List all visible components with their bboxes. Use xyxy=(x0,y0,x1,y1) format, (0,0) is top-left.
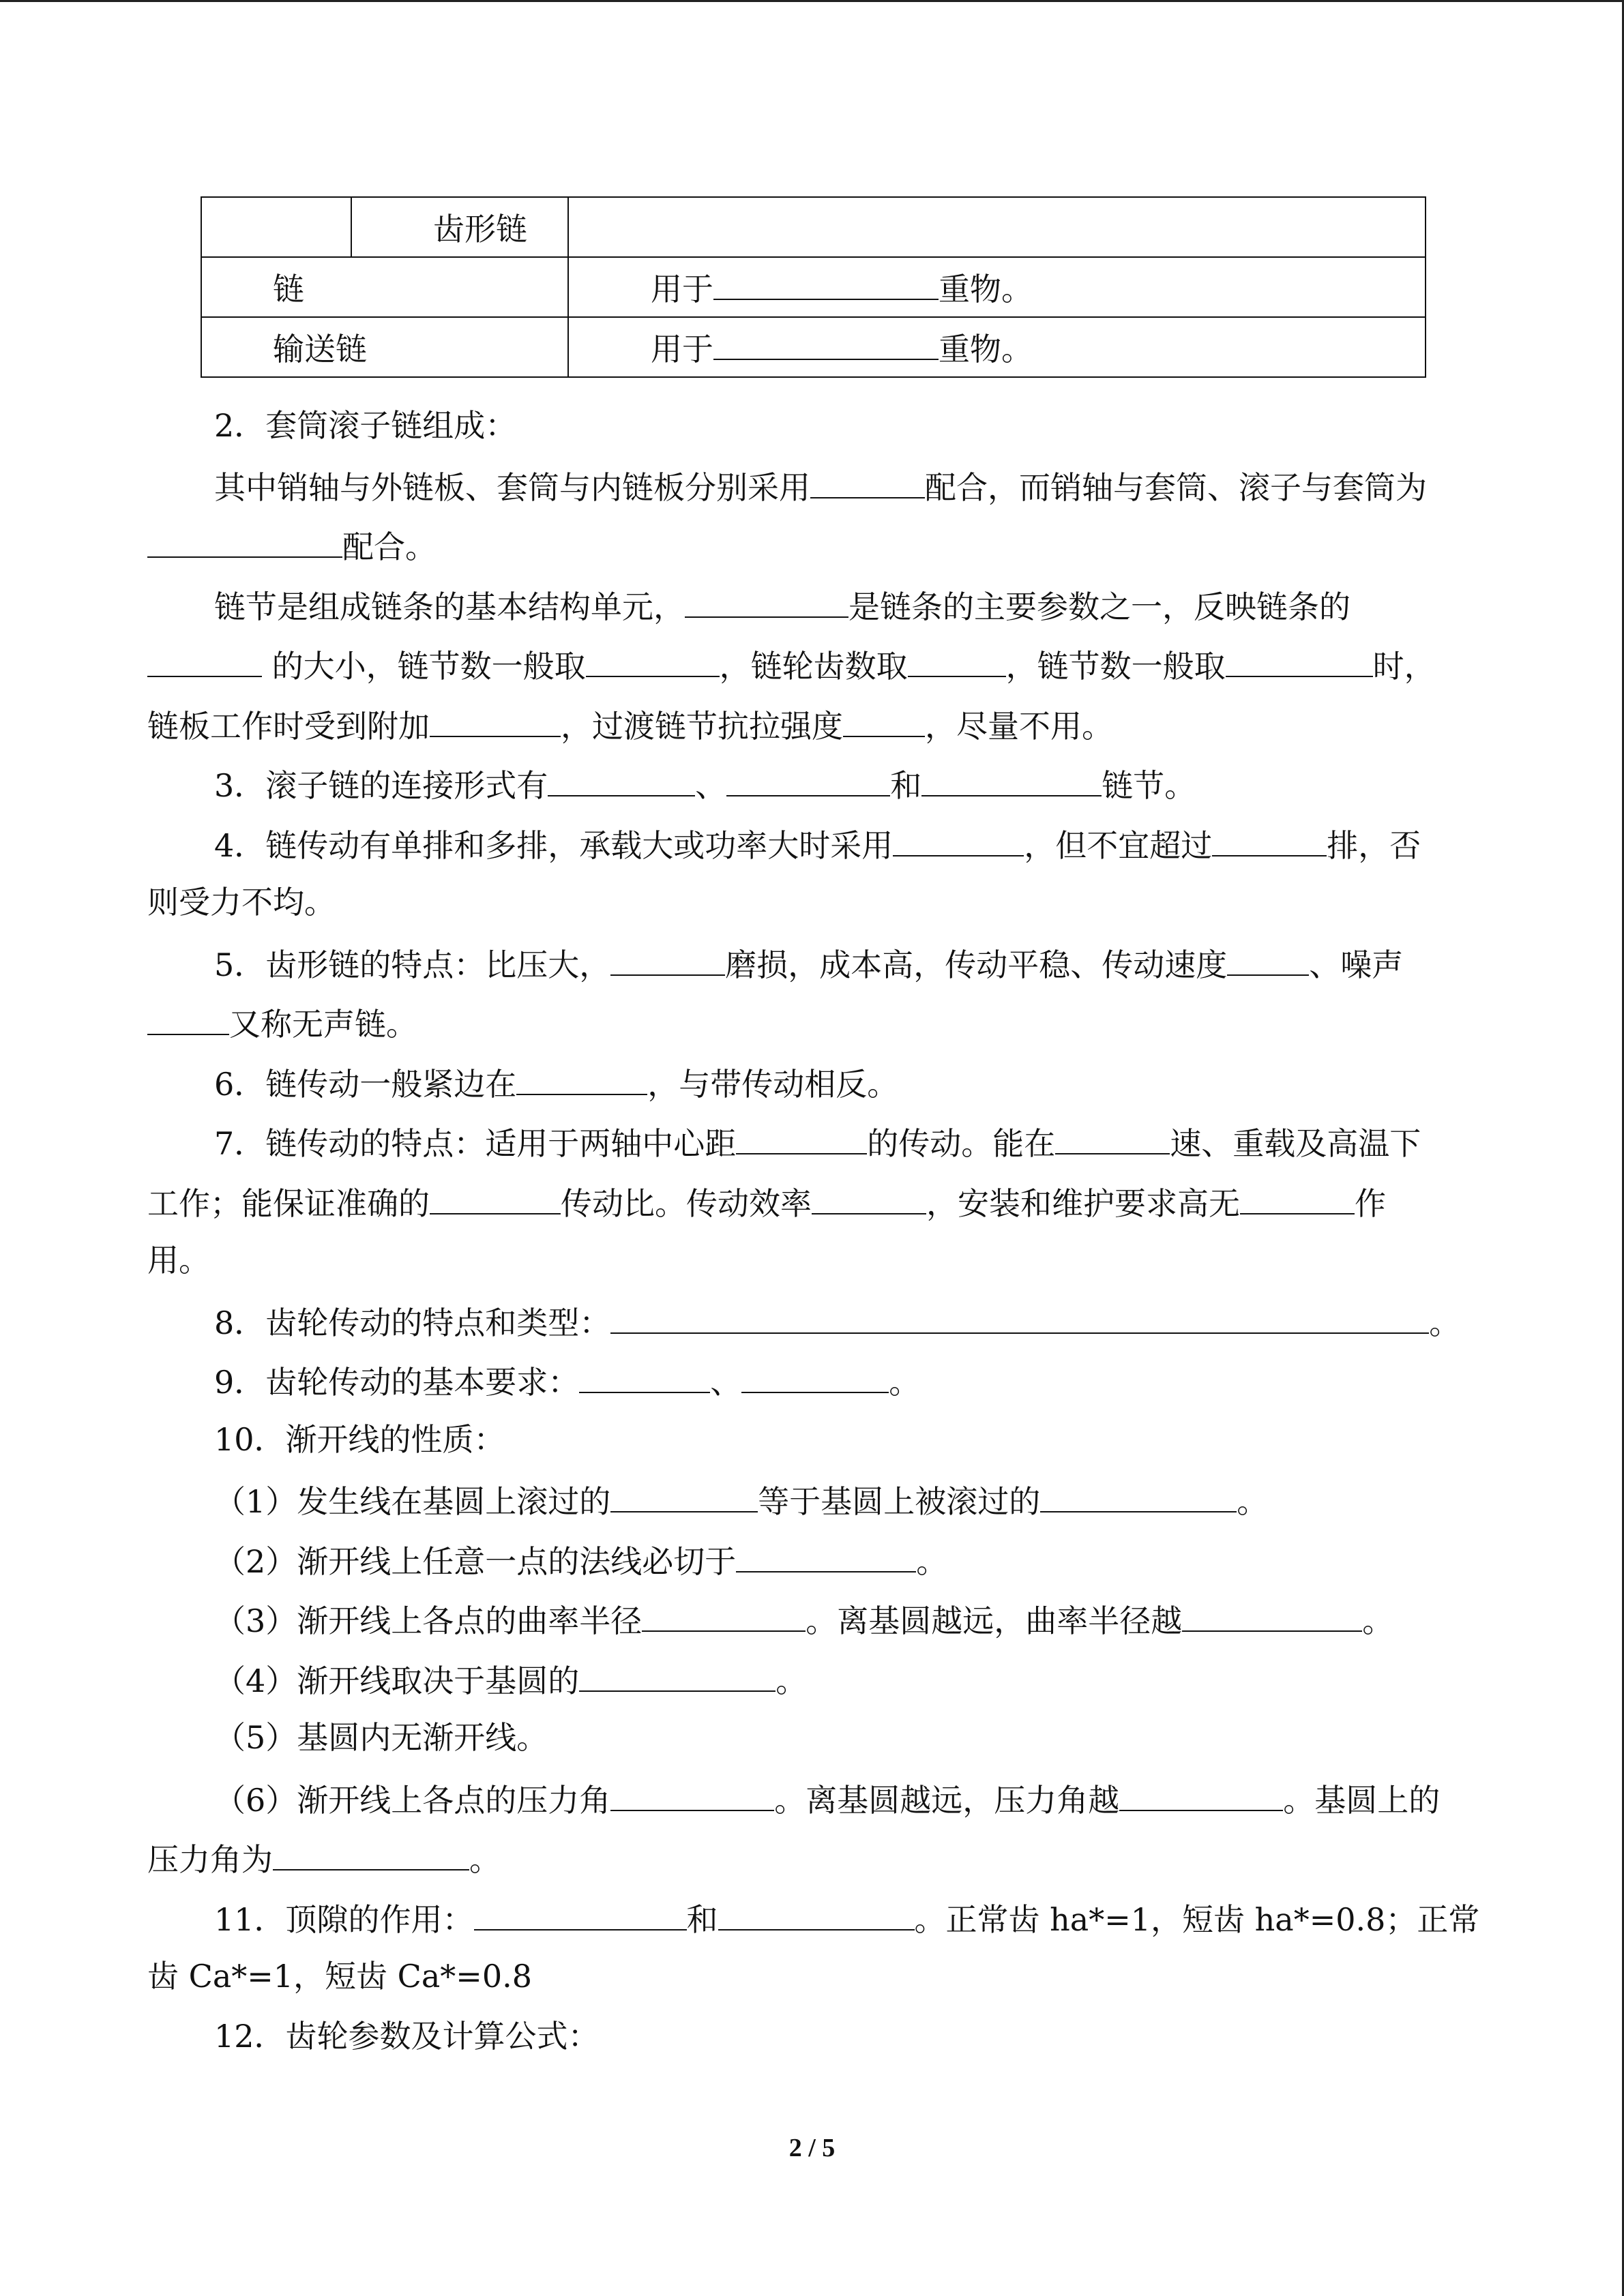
text-segment: （2）渐开线上任意一点的法线必切于 xyxy=(214,1543,737,1580)
text-segment: 重物。 xyxy=(939,271,1033,308)
text-segment: 。正常齿 ha*=1，短齿 ha*=0.8；正常 xyxy=(914,1901,1480,1938)
question-11-line: 齿 Ca*=1，短齿 Ca*=0.8 xyxy=(147,1958,532,1995)
text-segment: ，但不宜超过 xyxy=(1024,827,1213,864)
question-2-line xyxy=(147,584,1544,627)
text-segment: 。 xyxy=(889,1364,921,1401)
answer-blank xyxy=(1040,1478,1237,1512)
text-segment: 。 xyxy=(469,1841,501,1878)
question-11 xyxy=(147,1896,1544,1940)
question-10-item xyxy=(147,1538,1544,1582)
table-row xyxy=(201,257,1426,317)
question-10-item: （5）基圆内无渐开线。 xyxy=(214,1719,548,1756)
table-row xyxy=(201,317,1426,377)
question-10-title: 10．渐开线的性质： xyxy=(214,1421,505,1458)
answer-blank xyxy=(642,1598,806,1632)
question-10-item xyxy=(147,1598,1544,1641)
table-cell-usage xyxy=(568,197,1426,257)
answer-blank xyxy=(921,762,1102,796)
question-10-item xyxy=(147,1836,1477,1880)
question-7-line: 用。 xyxy=(147,1242,210,1279)
answer-blank xyxy=(516,1061,647,1095)
question-7 xyxy=(147,1120,1544,1164)
answer-blank xyxy=(610,1478,758,1512)
text-segment: 、 xyxy=(695,767,727,804)
answer-blank xyxy=(548,762,695,796)
page-top-border xyxy=(0,0,1624,2)
answer-blank xyxy=(810,464,925,498)
text-segment: 时， xyxy=(1372,648,1436,685)
text-segment: 9．齿轮传动的基本要求： xyxy=(214,1364,580,1401)
text-segment: 。 xyxy=(776,1663,808,1699)
text-segment: （1）发生线在基圆上滚过的 xyxy=(214,1483,611,1520)
answer-blank xyxy=(430,703,561,737)
question-5 xyxy=(147,942,1544,985)
text-segment: 重物。 xyxy=(939,331,1033,368)
text-segment: 磨损，成本高，传动平稳、传动速度 xyxy=(725,946,1228,983)
question-2-line xyxy=(147,643,1477,687)
question-6 xyxy=(147,1061,1544,1105)
answer-blank xyxy=(147,643,262,677)
answer-blank xyxy=(1055,1120,1170,1154)
answer-blank xyxy=(908,643,1006,677)
question-3 xyxy=(147,762,1544,806)
table-row xyxy=(201,197,1426,257)
answer-blank xyxy=(843,703,925,737)
text-segment: 、噪声 xyxy=(1309,946,1404,983)
text-segment: 3．滚子链的连接形式有 xyxy=(214,767,548,804)
answer-blank xyxy=(726,762,890,796)
text-segment: 作 xyxy=(1355,1185,1386,1222)
question-2-line xyxy=(147,464,1544,508)
text-segment: 速、重载及高温下 xyxy=(1170,1125,1421,1162)
text-segment: 。 xyxy=(1362,1602,1394,1639)
question-10-item xyxy=(147,1777,1544,1821)
answer-blank xyxy=(736,1538,916,1572)
text-segment: 配合，而销轴与套筒、滚子与套筒为 xyxy=(925,469,1427,506)
answer-blank xyxy=(718,1896,915,1930)
text-segment: 8．齿轮传动的特点和类型： xyxy=(214,1304,611,1341)
question-2-title: 2．套筒滚子链组成： xyxy=(214,407,517,444)
text-segment: 。 xyxy=(1429,1304,1461,1341)
text-segment: 的传动。能在 xyxy=(867,1125,1056,1162)
answer-blank xyxy=(579,1359,710,1393)
table-cell-chain-name: 链 xyxy=(201,257,568,317)
answer-blank xyxy=(1226,643,1373,677)
text-segment: 压力角为 xyxy=(147,1841,273,1878)
page-number: 2 / 5 xyxy=(788,2134,836,2162)
answer-blank xyxy=(685,584,848,618)
answer-blank xyxy=(1227,942,1309,976)
answer-blank xyxy=(474,1896,687,1930)
answer-blank xyxy=(147,1001,229,1035)
question-10-item xyxy=(147,1478,1544,1522)
text-segment: 工作；能保证准确的 xyxy=(147,1185,430,1222)
text-segment: ，尽量不用。 xyxy=(925,708,1113,745)
answer-blank xyxy=(273,1836,469,1870)
text-segment: ，安装和维护要求高无 xyxy=(926,1185,1240,1222)
answer-blank xyxy=(610,1300,1429,1334)
text-segment: 7．链传动的特点：适用于两轴中心距 xyxy=(214,1125,737,1162)
answer-blank xyxy=(1182,1598,1362,1632)
text-segment: 5．齿形链的特点：比压大， xyxy=(214,946,611,983)
answer-blank xyxy=(1119,1777,1283,1811)
table-cell-chain-name: 输送链 xyxy=(201,317,568,377)
text-segment: 11．顶隙的作用： xyxy=(214,1901,474,1938)
question-8 xyxy=(147,1300,1544,1343)
text-segment: （3）渐开线上各点的曲率半径 xyxy=(214,1602,643,1639)
table-cell-usage xyxy=(568,317,1426,377)
question-12-title: 12．齿轮参数及计算公式： xyxy=(214,2018,600,2055)
question-5-line xyxy=(147,1001,1477,1045)
text-segment: 。离基圆越远，曲率半径越 xyxy=(806,1602,1183,1639)
answer-blank xyxy=(812,1180,926,1214)
question-4 xyxy=(147,822,1544,866)
answer-blank xyxy=(713,326,939,360)
answer-blank xyxy=(586,643,720,677)
text-segment: 等于基圆上被滚过的 xyxy=(758,1483,1041,1520)
text-segment: （6）渐开线上各点的压力角 xyxy=(214,1782,611,1819)
question-2-line xyxy=(147,703,1477,747)
text-segment: 用于 xyxy=(651,271,713,308)
answer-blank xyxy=(736,1120,867,1154)
table-cell-empty xyxy=(201,197,351,257)
question-2-line xyxy=(147,524,1477,567)
text-segment: 。 xyxy=(916,1543,948,1580)
text-segment: 。 xyxy=(1237,1483,1269,1520)
answer-blank xyxy=(579,1658,776,1692)
question-9 xyxy=(147,1359,1544,1403)
text-segment: ，过渡链节抗拉强度 xyxy=(561,708,843,745)
question-4-line: 则受力不均。 xyxy=(147,884,336,921)
table-cell-usage xyxy=(568,257,1426,317)
text-segment: 、 xyxy=(710,1364,742,1401)
text-segment: 用于 xyxy=(651,331,713,368)
answer-blank xyxy=(610,1777,774,1811)
answer-blank xyxy=(147,524,342,558)
text-segment: ，链节数一般取 xyxy=(1005,648,1226,685)
text-segment: 又称无声链。 xyxy=(229,1006,417,1043)
text-segment: 排，否 xyxy=(1327,827,1421,864)
text-segment: 和 xyxy=(686,1901,718,1938)
text-segment: 传动比。传动效率 xyxy=(561,1185,812,1222)
answer-blank xyxy=(1240,1180,1355,1214)
text-segment: 链板工作时受到附加 xyxy=(147,708,430,745)
text-segment: （4）渐开线取决于基圆的 xyxy=(214,1663,580,1699)
text-segment: 是链条的主要参数之一，反映链条的 xyxy=(848,588,1350,625)
text-segment: 6．链传动一般紧边在 xyxy=(214,1066,517,1103)
answer-blank xyxy=(430,1180,561,1214)
text-segment: 链节是组成链条的基本结构单元， xyxy=(214,588,685,625)
text-segment: 其中销轴与外链板、套筒与内链板分别采用 xyxy=(214,469,810,506)
answer-blank xyxy=(1212,822,1327,856)
text-segment: 的大小，链节数一般取 xyxy=(262,648,586,685)
text-segment: 链节。 xyxy=(1102,767,1196,804)
answer-blank xyxy=(713,266,939,300)
text-segment: 和 xyxy=(890,767,922,804)
table-cell-chain-subtype: 齿形链 xyxy=(351,197,568,257)
answer-blank xyxy=(893,822,1024,856)
chain-type-table xyxy=(201,196,1426,378)
answer-blank xyxy=(741,1359,889,1393)
text-segment: 4．链传动有单排和多排，承载大或功率大时采用 xyxy=(214,827,894,864)
text-segment: 。基圆上的 xyxy=(1283,1782,1441,1819)
text-segment: ，链轮齿数取 xyxy=(719,648,908,685)
question-10-item xyxy=(147,1658,1544,1701)
text-segment: 配合。 xyxy=(342,528,437,565)
question-7-line xyxy=(147,1180,1477,1224)
answer-blank xyxy=(610,942,725,976)
text-segment: ，与带传动相反。 xyxy=(647,1066,899,1103)
text-segment: 。离基圆越远，压力角越 xyxy=(774,1782,1120,1819)
